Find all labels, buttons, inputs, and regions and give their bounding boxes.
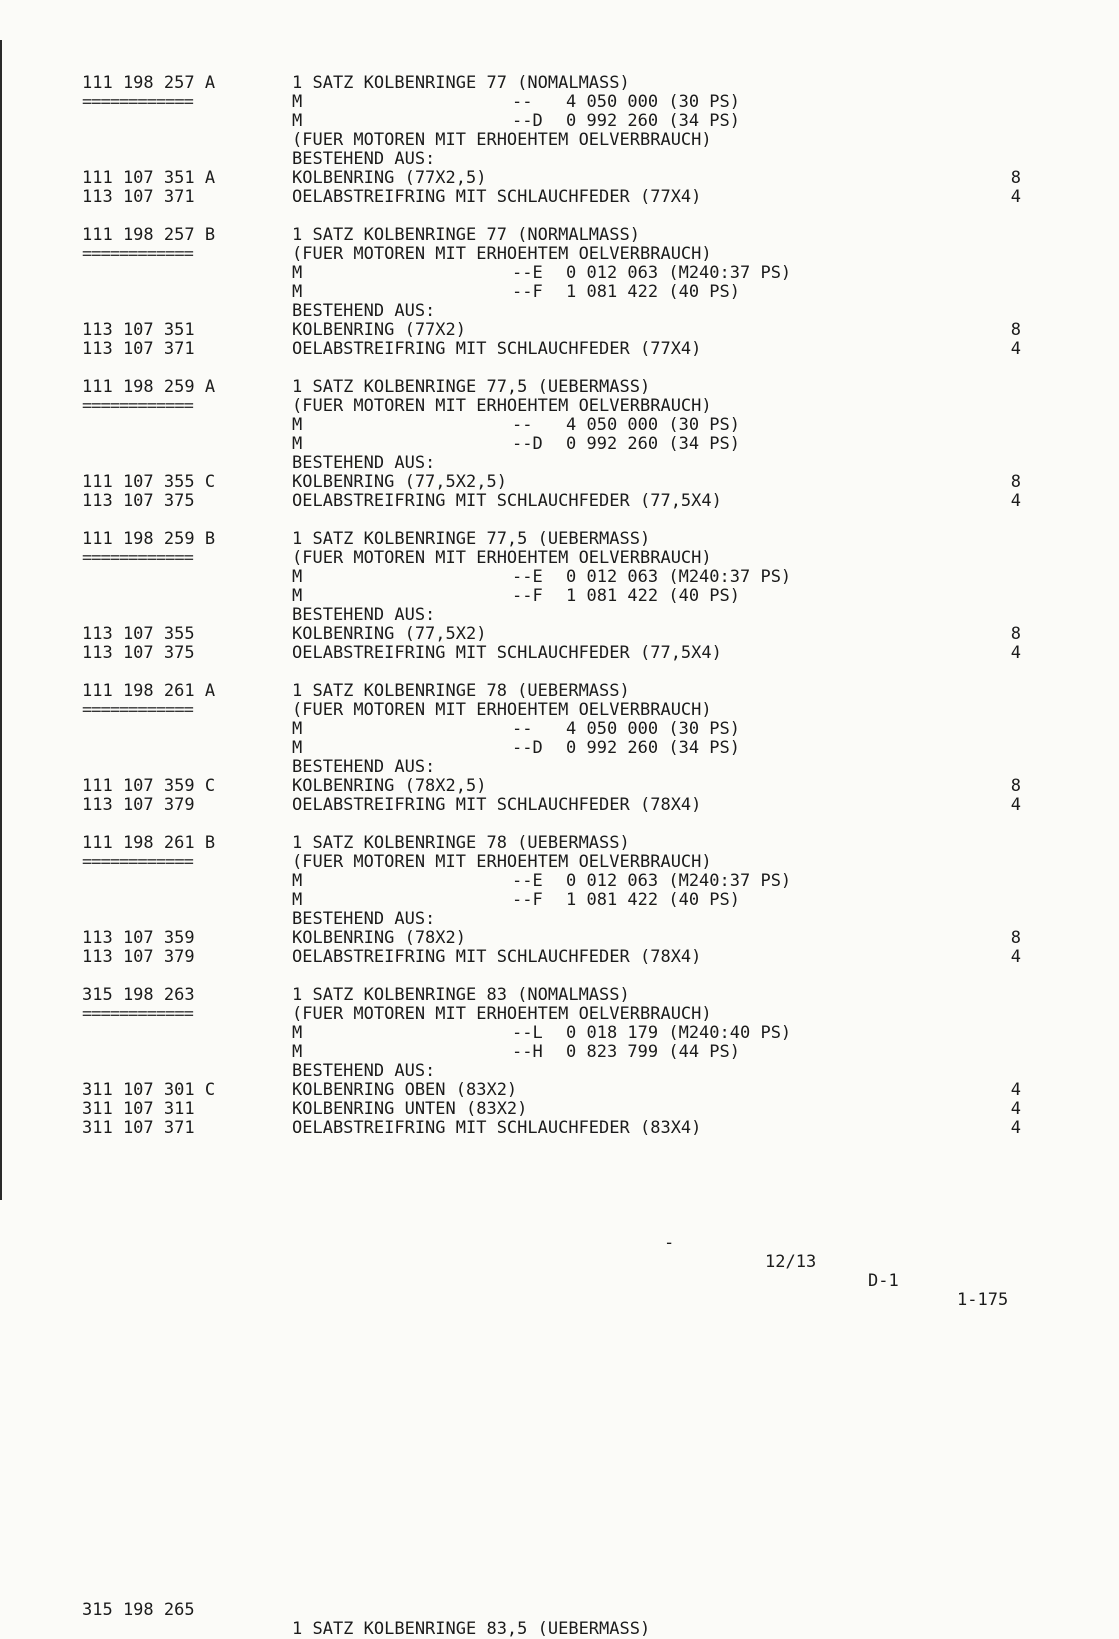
note-row (0, 1062, 1119, 1081)
component-row (0, 1100, 1119, 1119)
part-number: 311 107 311 (82, 1099, 195, 1119)
part-number: 113 107 359 (82, 928, 195, 948)
part-number: 113 107 379 (82, 947, 195, 967)
component-row (0, 625, 1119, 644)
description: (FUER MOTOREN MIT ERHOEHTEM OELVERBRAUCH) (292, 130, 712, 150)
quantity: 8 (1010, 928, 1021, 948)
part-number: 311 107 301 C (82, 1080, 216, 1100)
component-row (0, 188, 1119, 207)
quantity: 8 (1010, 776, 1021, 796)
note-row (0, 245, 1119, 264)
description: (FUER MOTOREN MIT ERHOEHTEM OELVERBRAUCH) (292, 244, 712, 264)
description: 1 SATZ KOLBENRINGE 77 (NOMALMASS) (292, 73, 630, 93)
kit-header-row (0, 834, 1119, 853)
part-number: 311 107 371 (82, 1118, 195, 1138)
note-row (0, 397, 1119, 416)
footer-date: 12/13 (765, 1252, 817, 1272)
component-row (0, 644, 1119, 663)
kit-header-row (0, 74, 1119, 93)
part-number: 113 107 379 (82, 795, 195, 815)
model-applicability-row (0, 435, 1119, 454)
description: OELABSTREIFRING MIT SCHLAUCHFEDER (83X4) (292, 1118, 702, 1138)
kit-entry (0, 378, 1119, 511)
description: (FUER MOTOREN MIT ERHOEHTEM OELVERBRAUCH) (292, 852, 712, 872)
footer-dash: - (664, 1233, 675, 1253)
model-applicability-row (0, 283, 1119, 302)
description: 1 SATZ KOLBENRINGE 78 (UEBERMASS) (292, 833, 630, 853)
series-code: --D (512, 434, 543, 454)
description: (FUER MOTOREN MIT ERHOEHTEM OELVERBRAUCH) (292, 700, 712, 720)
footer-section: D-1 (868, 1271, 899, 1291)
note-row (0, 454, 1119, 473)
kit-entry (0, 530, 1119, 663)
series-code: --E (512, 871, 543, 891)
note-row (0, 910, 1119, 929)
chassis-number: 1 081 422 (40 PS) (566, 586, 740, 606)
description: OELABSTREIFRING MIT SCHLAUCHFEDER (77X4) (292, 339, 702, 359)
description: 1 SATZ KOLBENRINGE 78 (UEBERMASS) (292, 681, 630, 701)
model-applicability-row (0, 739, 1119, 758)
series-code: --F (512, 586, 543, 606)
part-number: 111 198 261 B (82, 833, 216, 853)
model-code: M (292, 1023, 303, 1043)
model-code: M (292, 871, 303, 891)
quantity: 8 (1010, 320, 1021, 340)
quantity: 4 (1010, 947, 1021, 967)
part-number: 113 107 375 (82, 491, 195, 511)
component-row (0, 340, 1119, 359)
description: OELABSTREIFRING MIT SCHLAUCHFEDER (77,5X4) (292, 643, 722, 663)
kit-header-row (0, 530, 1119, 549)
model-applicability-row (0, 891, 1119, 910)
kit-entry (0, 682, 1119, 815)
part-number: 113 107 371 (82, 339, 195, 359)
model-code: M (292, 586, 303, 606)
model-code: M (292, 434, 303, 454)
spill-description: 1 SATZ KOLBENRINGE 83,5 (UEBERMASS) (292, 1619, 651, 1639)
kit-entry (0, 226, 1119, 359)
quantity: 4 (1010, 491, 1021, 511)
description: BESTEHEND AUS: (292, 605, 436, 625)
kit-entry (0, 74, 1119, 207)
quantity: 4 (1010, 795, 1021, 815)
chassis-number: 0 018 179 (M240:40 PS) (566, 1023, 792, 1043)
note-row (0, 549, 1119, 568)
model-code: M (292, 1042, 303, 1062)
description: BESTEHEND AUS: (292, 149, 436, 169)
chassis-number: 4 050 000 (30 PS) (566, 719, 740, 739)
description: KOLBENRING (77X2,5) (292, 168, 487, 188)
component-row (0, 1081, 1119, 1100)
description: 1 SATZ KOLBENRINGE 77 (NORMALMASS) (292, 225, 640, 245)
part-number-underline: ============ (82, 548, 193, 568)
chassis-number: 0 823 799 (44 PS) (566, 1042, 740, 1062)
model-applicability-row (0, 720, 1119, 739)
part-number: 111 198 257 A (82, 73, 216, 93)
model-applicability-row (0, 93, 1119, 112)
model-code: M (292, 111, 303, 131)
description: 1 SATZ KOLBENRINGE 83 (NOMALMASS) (292, 985, 630, 1005)
description: BESTEHEND AUS: (292, 453, 436, 473)
part-number-underline: ============ (82, 700, 193, 720)
part-number-underline: ============ (82, 1004, 193, 1024)
chassis-number: 0 012 063 (M240:37 PS) (566, 871, 792, 891)
note-row (0, 853, 1119, 872)
part-number: 111 107 355 C (82, 472, 216, 492)
description: KOLBENRING UNTEN (83X2) (292, 1099, 528, 1119)
part-number-underline: ============ (82, 396, 193, 416)
description: KOLBENRING (78X2,5) (292, 776, 487, 796)
component-row (0, 492, 1119, 511)
model-code: M (292, 282, 303, 302)
series-code: --L (512, 1023, 543, 1043)
component-row (0, 796, 1119, 815)
chassis-number: 1 081 422 (40 PS) (566, 282, 740, 302)
chassis-number: 4 050 000 (30 PS) (566, 415, 740, 435)
description: 1 SATZ KOLBENRINGE 77,5 (UEBERMASS) (292, 529, 651, 549)
quantity: 8 (1010, 168, 1021, 188)
component-row (0, 473, 1119, 492)
quantity: 4 (1010, 1118, 1021, 1138)
model-applicability-row (0, 264, 1119, 283)
note-row (0, 606, 1119, 625)
quantity: 4 (1010, 1099, 1021, 1119)
component-row (0, 169, 1119, 188)
quantity: 4 (1010, 339, 1021, 359)
description: (FUER MOTOREN MIT ERHOEHTEM OELVERBRAUCH) (292, 1004, 712, 1024)
chassis-number: 0 992 260 (34 PS) (566, 111, 740, 131)
kit-header-row (0, 986, 1119, 1005)
model-applicability-row (0, 1043, 1119, 1062)
quantity: 4 (1010, 1080, 1021, 1100)
model-applicability-row (0, 872, 1119, 891)
series-code: --D (512, 111, 543, 131)
model-applicability-row (0, 1024, 1119, 1043)
part-number: 111 198 257 B (82, 225, 216, 245)
footer-page-number: 1-175 (957, 1290, 1009, 1310)
part-number: 113 107 371 (82, 187, 195, 207)
component-row (0, 777, 1119, 796)
note-row (0, 758, 1119, 777)
model-applicability-row (0, 568, 1119, 587)
description: (FUER MOTOREN MIT ERHOEHTEM OELVERBRAUCH) (292, 396, 712, 416)
chassis-number: 0 992 260 (34 PS) (566, 738, 740, 758)
kit-header-row (0, 682, 1119, 701)
part-number: 113 107 355 (82, 624, 195, 644)
chassis-number: 0 992 260 (34 PS) (566, 434, 740, 454)
description: KOLBENRING (77,5X2,5) (292, 472, 507, 492)
series-code: --E (512, 567, 543, 587)
model-code: M (292, 415, 303, 435)
part-number: 111 107 359 C (82, 776, 216, 796)
note-row (0, 302, 1119, 321)
part-number: 113 107 351 (82, 320, 195, 340)
model-applicability-row (0, 416, 1119, 435)
description: KOLBENRING OBEN (83X2) (292, 1080, 518, 1100)
next-page-spill (0, 1582, 1119, 1639)
part-number: 111 198 259 A (82, 377, 216, 397)
model-code: M (292, 263, 303, 283)
series-code: --F (512, 282, 543, 302)
chassis-number: 4 050 000 (30 PS) (566, 92, 740, 112)
series-code: -- (512, 719, 533, 739)
model-code: M (292, 92, 303, 112)
series-code: --H (512, 1042, 543, 1062)
kit-header-row (0, 226, 1119, 245)
description: (FUER MOTOREN MIT ERHOEHTEM OELVERBRAUCH) (292, 548, 712, 568)
series-code: -- (512, 415, 533, 435)
description: OELABSTREIFRING MIT SCHLAUCHFEDER (77,5X4) (292, 491, 722, 511)
description: OELABSTREIFRING MIT SCHLAUCHFEDER (78X4) (292, 947, 702, 967)
component-row (0, 321, 1119, 340)
model-applicability-row (0, 112, 1119, 131)
quantity: 8 (1010, 472, 1021, 492)
model-code: M (292, 890, 303, 910)
description: BESTEHEND AUS: (292, 1061, 436, 1081)
description: KOLBENRING (78X2) (292, 928, 466, 948)
model-code: M (292, 738, 303, 758)
component-row (0, 1119, 1119, 1138)
series-code: -- (512, 92, 533, 112)
description: BESTEHEND AUS: (292, 909, 436, 929)
description: OELABSTREIFRING MIT SCHLAUCHFEDER (77X4) (292, 187, 702, 207)
part-number: 111 107 351 A (82, 168, 216, 188)
model-applicability-row (0, 587, 1119, 606)
description: 1 SATZ KOLBENRINGE 77,5 (UEBERMASS) (292, 377, 651, 397)
series-code: --E (512, 263, 543, 283)
part-number: 111 198 261 A (82, 681, 216, 701)
parts-list (0, 74, 1119, 1157)
note-row (0, 150, 1119, 169)
component-row (0, 929, 1119, 948)
part-number-underline: ============ (82, 244, 193, 264)
part-number-underline: ============ (82, 92, 193, 112)
description: KOLBENRING (77X2) (292, 320, 466, 340)
note-row (0, 1005, 1119, 1024)
series-code: --D (512, 738, 543, 758)
note-row (0, 131, 1119, 150)
description: KOLBENRING (77,5X2) (292, 624, 487, 644)
description: OELABSTREIFRING MIT SCHLAUCHFEDER (78X4) (292, 795, 702, 815)
part-number-underline: ============ (82, 852, 193, 872)
quantity: 4 (1010, 187, 1021, 207)
part-number: 111 198 259 B (82, 529, 216, 549)
kit-entry (0, 834, 1119, 967)
spill-part-number: 315 198 265 (82, 1600, 195, 1620)
description: BESTEHEND AUS: (292, 301, 436, 321)
quantity: 8 (1010, 624, 1021, 644)
page-footer (0, 1215, 1119, 1310)
chassis-number: 1 081 422 (40 PS) (566, 890, 740, 910)
part-number: 113 107 375 (82, 643, 195, 663)
description: BESTEHEND AUS: (292, 757, 436, 777)
component-row (0, 948, 1119, 967)
part-number: 315 198 263 (82, 985, 195, 1005)
chassis-number: 0 012 063 (M240:37 PS) (566, 263, 792, 283)
model-code: M (292, 567, 303, 587)
kit-entry (0, 986, 1119, 1138)
model-code: M (292, 719, 303, 739)
kit-header-row (0, 378, 1119, 397)
series-code: --F (512, 890, 543, 910)
note-row (0, 701, 1119, 720)
chassis-number: 0 012 063 (M240:37 PS) (566, 567, 792, 587)
quantity: 4 (1010, 643, 1021, 663)
